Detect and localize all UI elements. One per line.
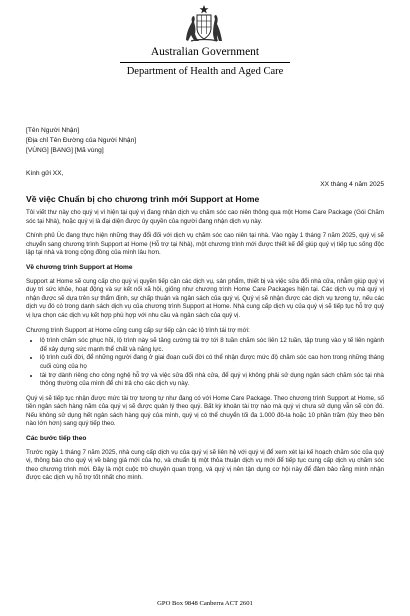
department-name: Department of Health and Aged Care bbox=[126, 66, 284, 77]
letterhead-divider bbox=[120, 62, 290, 63]
letter-subject: Về việc Chuẩn bị cho chương trình mới Support at Home bbox=[26, 194, 260, 204]
salutation: Kính gửi XX, bbox=[26, 170, 64, 177]
letter-body bbox=[26, 209, 384, 489]
section-heading-about: Về chương trình Support at Home bbox=[26, 263, 133, 271]
government-name: Australian Government bbox=[150, 46, 260, 58]
letterhead bbox=[0, 0, 410, 100]
letter-date: XX tháng 4 năm 2025 bbox=[320, 181, 384, 188]
list-item: • lộ trình chăm sóc phục hồi, lộ trình này sẽ tăng cường tài trợ tới 8 tuần chăm sóc liên 12 tuần, tập trung vào y tế liên ngành để xây dựng sức mạnh thể chất và năng lực. bbox=[40, 337, 384, 354]
recipient-name: [Tên Người Nhận] bbox=[26, 127, 80, 134]
paragraph-funding: Quý vị sẽ tiếp tục nhận được mức tài trợ tương tự như đang có với Home Care Package. Theo chương trình Support at Home, số tiền ngân sách hàng năm của quý vị sẽ được quản lý theo quý. Bất kỳ khoản tài trợ nào mà quý vị chưa sử dụng vẫn sẽ còn đó. Nếu không sử dụng hết ngân sách hàng quý của mình, quý vị có thể chuyển tối đa 1.000 đô-la hoặc 10 phần trăm (tùy theo bên nào lớn hơn) sang quý tiếp theo. bbox=[26, 394, 384, 428]
recipient-address bbox=[26, 126, 136, 156]
footer-address: GPO Box 9848 Canberra ACT 2601 bbox=[157, 600, 253, 607]
recipient-locality: [VÙNG] [BANG] [Mã vùng] bbox=[26, 147, 104, 154]
recipient-street: [Địa chỉ Tên Đường của Người Nhận] bbox=[26, 137, 137, 144]
paragraph-intro: Tôi viết thư này cho quý vị vì hiện tại quý vị đang nhận dịch vụ chăm sóc cao niên thông qua một Home Care Package (Gói Chăm sóc tại Nhà), hoặc quý vị là đại diện được ủy quyền của người đang nhận dịch vụ này. bbox=[26, 209, 384, 225]
list-item: • lộ trình cuối đời, để những người đang ở giai đoạn cuối đời có thể nhận được mức độ chăm sóc cao hơn trong những tháng cuối cùng của họ bbox=[40, 354, 384, 371]
paragraph-about: Support at Home sẽ cung cấp cho quý vị quyền tiếp cận các dịch vụ, sản phẩm, thiết bị và việc sửa đổi nhà cửa, nhằm giúp quý vị duy trì sức khỏe, hoạt động và sự kết nối xã hội, giống như chương trình Home Care Packages hiện tại. Các dịch vụ mà quý vị nhận được sẽ dựa trên sự thẩm định, sự chấp thuận và ngân sách của quý vị. Quý vị sẽ nhận được các dịch vụ tương tự, nếu các dịch vụ đó có trong danh sách dịch vụ của chương trình Support at Home. Nhà cung cấp dịch vụ của quý vị sẽ tiếp tục hỗ trợ quý vị lựa chọn các dịch vụ kết hợp phù hợp với nhu cầu và ngân sách của quý vị. bbox=[26, 277, 384, 319]
paragraph-next-steps: Trước ngày 1 tháng 7 năm 2025, nhà cung cấp dịch vụ của quý vị sẽ liên hệ với quý vị để xem xét lại kế hoạch chăm sóc của quý vị, thông báo cho quý vị về bảng giá mới của họ, và chuẩn bị một thỏa thuận dịch vụ mới để tiếp tục cung cấp dịch vụ chăm sóc theo chương trình mới. Đây là một cuộc trò chuyện quan trọng, và quý vị nên tận dụng cơ hội này để đảm bảo rằng mình nhận được các dịch vụ hỗ trợ tốt nhất cho mình. bbox=[26, 448, 384, 482]
pathways-list bbox=[26, 337, 384, 389]
list-item: • tài trợ dành riêng cho công nghệ hỗ trợ và việc sửa đổi nhà cửa, để quý vị không phải sử dụng ngân sách chăm sóc tại nhà thông thường của mình để chi trả cho các dịch vụ này. bbox=[40, 372, 384, 389]
coat-of-arms-icon bbox=[183, 4, 225, 44]
paragraph-pathways-intro: Chương trình Support at Home cũng cung cấp sự tiếp cận các lộ trình tái trợ mới: bbox=[26, 326, 250, 334]
paragraph-changes: Chính phủ Úc đang thực hiện những thay đổi đối với dịch vụ chăm sóc cao niên tại nhà. Vào ngày 1 tháng 7 năm 2025, quý vị sẽ chuyển sang chương trình Support at Home (Hỗ trợ tại Nhà), một chương trình mới được thiết kế để giúp quý vị tiếp tục sống độc lập tại nhà và trong cộng đồng của mình lâu hơn. bbox=[26, 232, 384, 257]
section-heading-next-steps: Các bước tiếp theo bbox=[26, 435, 87, 443]
